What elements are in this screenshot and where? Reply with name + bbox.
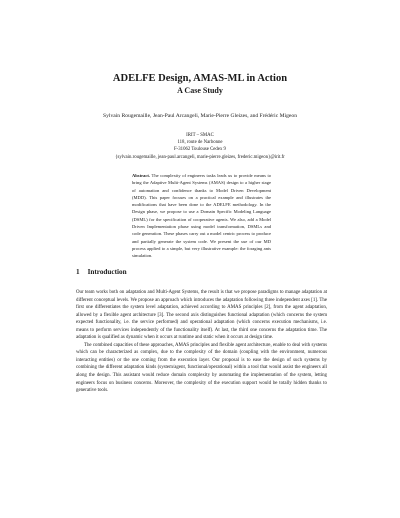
affiliation-line: IRIT – SMAC	[186, 133, 214, 138]
abstract-text: The complexity of engineers tasks leads us to provide means to bring the Adaptive Multi-Agent Systems (AMAS) design to a higher stage of automation and confidence thanks to Model Driven Development (MDD). This paper focuses on a practical example and illustrates the modifications that have been done to the ADELFE methodology. In the Design phase, we propose to use a Domain Specific Modeling Language (DSML) for the specification of cooperative agents. We also, add a Model Driven Implementation phase using model transformation, DSMLs and code generation. These phases carry out a model centric process to produce and partially generate the system code. We present the use of our MD process applied to a simple, but very illustrative example: the foraging ants simulation.	[132, 173, 271, 259]
author-list: Sylvain Rougemaille, Jean-Paul Arcangeli, Marie-Pierre Gleizes, and Frédéric Migeon	[102, 113, 297, 119]
paper-subtitle: A Case Study	[177, 86, 223, 95]
paragraph: Our team works both on adaptation and Multi-Agent Systems, the result is that we propose paradigms to manage adaptation at different conceptual levels. We propose an approach which introduces the adaptation following three independent axes [1]. The first one differentiates the system level adaptation, achieved according to AMAS principles [2], from the agent adaptation, allowed by a flexible agent architecture [3]. The second axis distinguishes functional adaptation (which concerns the system expected functionality, i.e. the service performed) and operational adaptation (which concerns execution mechanisms, i.e. means to perform services independently of the functionality itself). At last, the third one concerns the adaptation time. The adaptation is qualified as dynamic when it occurs at runtime and static when it occurs at design time.	[76, 290, 327, 341]
affiliation-block	[0, 132, 400, 161]
affiliation-line: F-31062 Toulouse Cedex 9	[174, 147, 226, 153]
section-number: 1	[76, 268, 80, 276]
section-title: Introduction	[87, 268, 127, 276]
paragraph: The combined capacities of these approaches, AMAS principles and flexible agent architecture, enable to deal with systems which can be characterized as complex, due to the complexity of the domain (coupling with the environment, numerous interacting entities) or the one coming from the execution layer. Our proposal is to ease the design of such systems by combining the different adaptation kinds (system/agent, functional/operational) within a tool that would assist the engineers all along the design. This assistant would reduce domain complexity by automating the implementation of the system, letting engineers focus on business concerns. Moreover, the complexity of the execution support would be totally hidden thanks to generative tools.	[76, 342, 327, 394]
author-emails: {sylvain.rougemaille, jean-paul.arcangeli, marie-pierre.gleizes, frederic.migeon}@irit.fr	[115, 154, 285, 160]
affiliation-line: 118, route de Narbonne	[177, 140, 223, 146]
section-heading	[76, 268, 127, 277]
body-text	[76, 289, 327, 395]
abstract-label: Abstract.	[132, 173, 151, 178]
paper-title: ADELFE Design, AMAS-ML in Action	[112, 73, 288, 84]
abstract	[132, 172, 271, 260]
